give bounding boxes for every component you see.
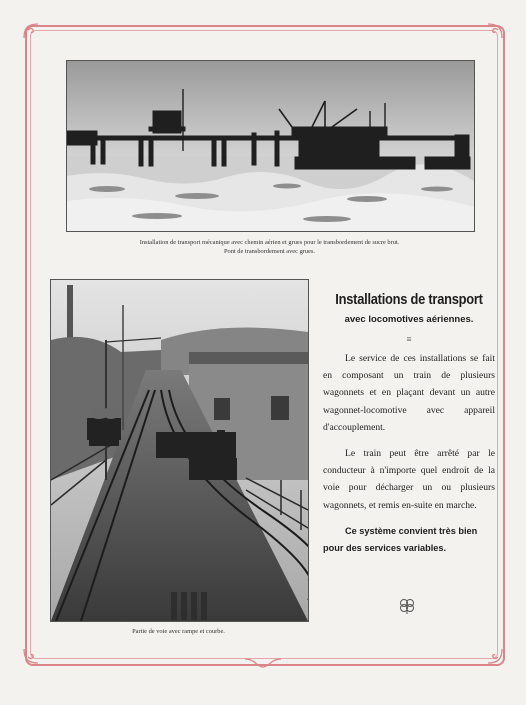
article-title: Installations de transport (335, 291, 483, 308)
corner-scroll-icon (20, 645, 42, 667)
article-subtitle: avec locomotives aériennes. (344, 314, 474, 325)
article (323, 291, 495, 557)
article-divider: ≡ (406, 334, 412, 344)
caption-top-photo (66, 238, 473, 256)
caption-top-line2: Pont de transbordement avec grues. (223, 248, 316, 255)
article-paragraph-1: Le service de ces installations se fait en composant un train de plusieurs wagonnets et en plaçant devant un autre wagonnet-locomotive avec appareil d'accouplement. (323, 353, 495, 433)
photo-track-ramp-curve (50, 279, 309, 622)
caption-top-line1: Installation de transport mécanique avec chemin aérien et grues pour le transbordement de sucre brut. (139, 239, 400, 246)
ornament-icon (397, 597, 417, 615)
bottom-flourish-icon (243, 655, 283, 669)
corner-scroll-icon (484, 20, 506, 42)
photo-transshipment-bridge (66, 60, 475, 232)
article-paragraph-2: Le train peut être arrêté par le conducteur à n'importe quel endroit de la voie pour décharger un ou plusieurs wagonnets, et remis en-suite en marche. (323, 448, 495, 511)
caption-left-photo: Partie de voie avec rampe et courbe. (132, 628, 225, 635)
article-paragraph-3: Ce système convient très bien pour des services variables. (323, 525, 478, 554)
corner-scroll-icon (484, 645, 506, 667)
corner-scroll-icon (20, 20, 42, 42)
